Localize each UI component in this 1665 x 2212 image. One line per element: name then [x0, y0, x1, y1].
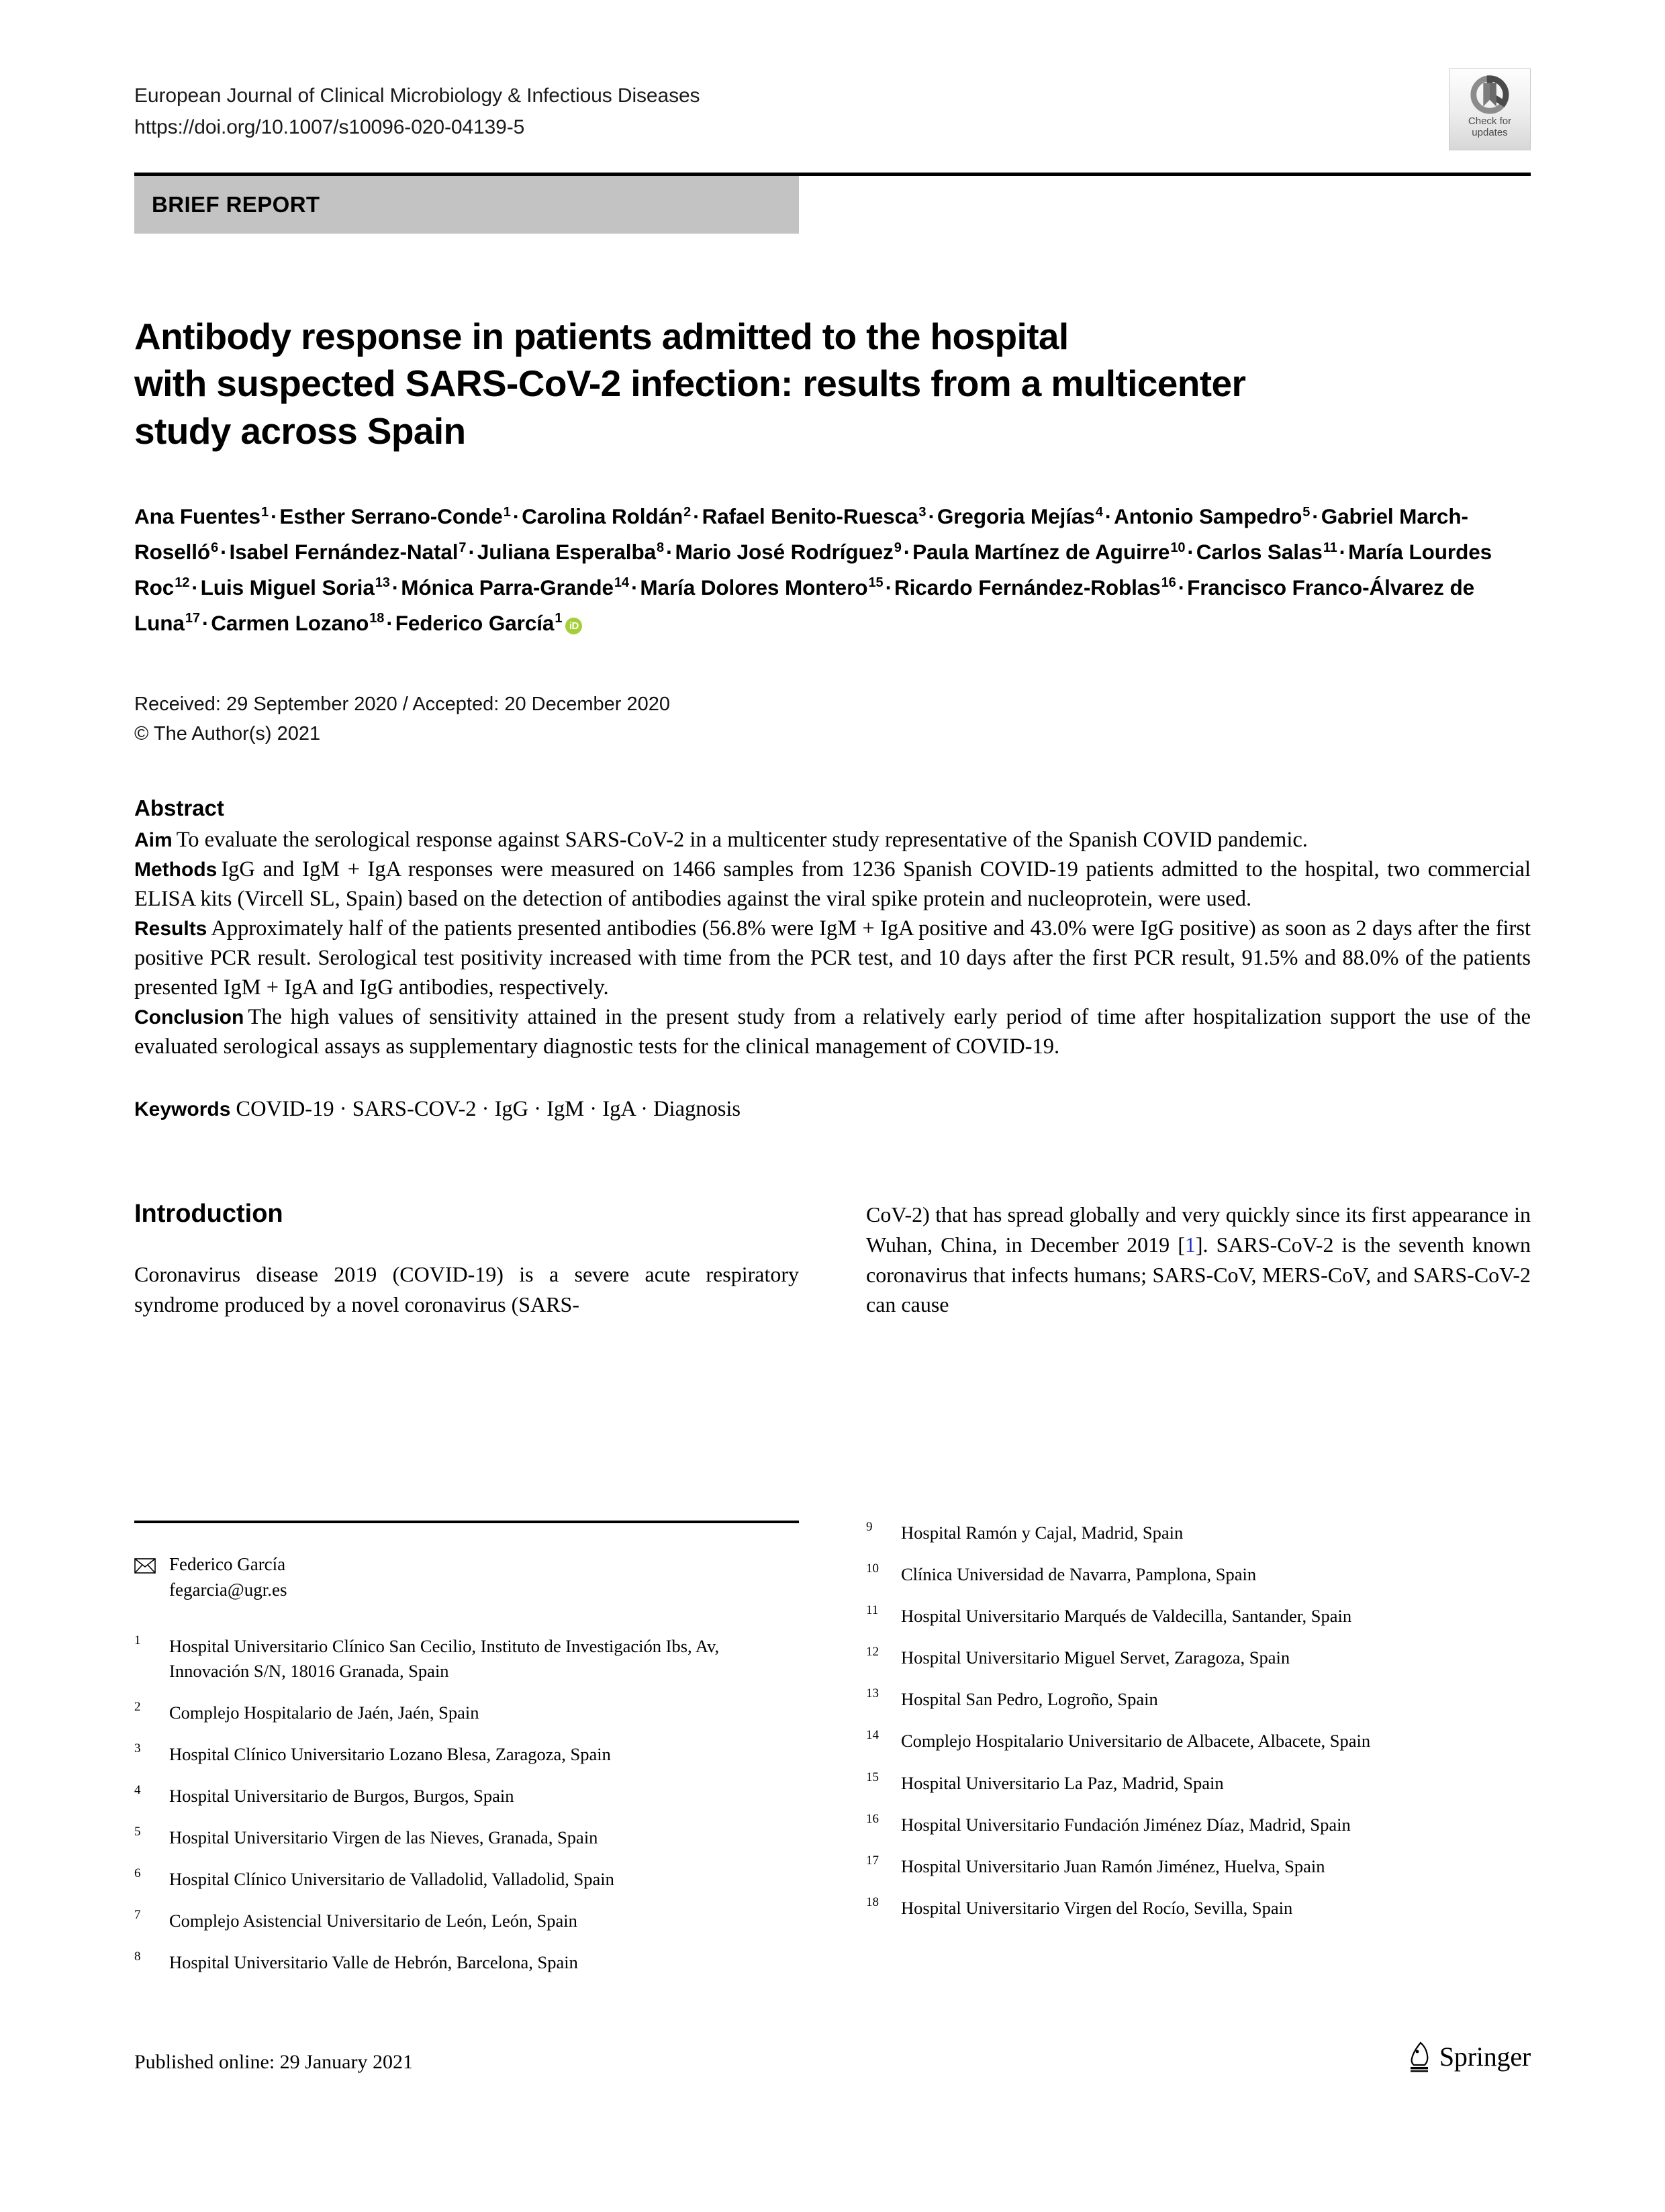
affiliation-number: 12: [866, 1645, 879, 1660]
affiliation-number: 16: [866, 1811, 879, 1826]
author-name: Ana Fuentes: [134, 504, 260, 529]
author-entry: [912, 540, 1185, 564]
affiliation-number: 14: [866, 1728, 879, 1743]
introduction-section: [134, 1200, 1531, 1320]
publisher-logo: [1407, 2041, 1531, 2072]
author-affiliation-marker: 5: [1302, 504, 1311, 520]
author-name: Mónica Parra-Grande: [401, 575, 614, 599]
affiliation-number: 10: [866, 1561, 879, 1576]
intro-right-paragraph: [866, 1200, 1531, 1320]
author-separator: ·: [1104, 504, 1112, 529]
author-affiliation-marker: 13: [375, 575, 390, 591]
affiliation-text: Hospital Universitario de Burgos, Burgos, Spain: [169, 1786, 514, 1807]
author-affiliation-marker: 12: [175, 575, 190, 591]
affiliation-number: 9: [866, 1520, 873, 1534]
abstract-paragraph: [134, 1002, 1531, 1061]
affiliation-text: Complejo Asistencial Universitario de León, León, Spain: [169, 1911, 577, 1931]
correspondence-email[interactable]: fegarcia@ugr.es: [169, 1580, 287, 1600]
affiliation-item: [134, 1634, 799, 1684]
affiliation-item: [866, 1896, 1531, 1921]
author-affiliation-marker: 11: [1323, 540, 1337, 555]
title-line-1: Antibody response in patients admitted to the hospital: [134, 316, 1069, 357]
abstract-section: [134, 796, 1531, 1124]
intro-left-column: [134, 1200, 799, 1320]
author-entry: [675, 540, 901, 564]
author-name: Isabel Fernández-Natal: [229, 540, 459, 565]
affiliation-number: 7: [134, 1908, 141, 1923]
author-name: Francisco Franco-Álvarez de Luna: [134, 575, 1475, 635]
author-name: Rafael Benito-Ruesca: [702, 504, 918, 529]
affiliation-text: Hospital Universitario Marqués de Valdecilla, Santander, Spain: [901, 1606, 1352, 1627]
author-separator: ·: [1339, 540, 1347, 565]
author-entry: [894, 575, 1176, 599]
springer-knight-icon: [1407, 2041, 1433, 2072]
page-title: [134, 313, 1531, 454]
author-entry: [937, 504, 1103, 528]
author-separator: ·: [512, 504, 520, 529]
author-separator: ·: [1187, 540, 1194, 565]
affiliation-item: [134, 1950, 799, 1975]
author-entry: [395, 611, 583, 635]
affiliation-item: [866, 1562, 1531, 1587]
correspondence-name: Federico García: [169, 1554, 286, 1574]
author-entry: [230, 540, 467, 564]
author-affiliation-marker: 6: [211, 540, 219, 555]
article-type-badge: [134, 176, 799, 234]
author-separator: ·: [220, 540, 228, 565]
author-entry: [134, 504, 269, 528]
affiliation-text: Hospital Universitario Juan Ramón Jiménez, Huelva, Spain: [901, 1856, 1325, 1876]
affiliation-number: 5: [134, 1825, 141, 1839]
author-separator: ·: [928, 504, 935, 529]
author-affiliation-marker: 3: [918, 504, 926, 520]
affiliation-item: [866, 1645, 1531, 1670]
received-accepted-line: Received: 29 September 2020 / Accepted: 20 December 2020: [134, 693, 671, 715]
author-name: María Dolores Montero: [640, 575, 868, 599]
author-list: [134, 499, 1531, 641]
envelope-icon: [134, 1551, 169, 1603]
author-entry: [640, 575, 883, 599]
affiliation-number: 2: [134, 1699, 141, 1714]
author-affiliation-marker: 8: [657, 540, 665, 555]
author-name: Gabriel March-Roselló: [134, 504, 1468, 565]
author-separator: ·: [391, 575, 399, 599]
affiliation-list-right: [866, 1521, 1531, 1921]
author-name: Carolina Roldán: [522, 504, 683, 529]
author-separator: ·: [1178, 575, 1186, 599]
abstract-paragraph-label: Conclusion: [134, 1006, 244, 1029]
affiliation-text: Clínica Universidad de Navarra, Pamplona, Spain: [901, 1564, 1257, 1585]
affiliation-number: 3: [134, 1741, 141, 1756]
affiliation-number: 18: [866, 1894, 879, 1909]
author-name: Mario José Rodríguez: [675, 540, 894, 565]
author-entry: [702, 504, 926, 528]
affiliation-item: [866, 1729, 1531, 1753]
crossmark-text: [1468, 116, 1511, 139]
affiliation-text: Hospital Universitario Miguel Servet, Zaragoza, Spain: [901, 1647, 1290, 1668]
intro-left-paragraph: Coronavirus disease 2019 (COVID-19) is a severe acute respiratory syndrome produced by a novel coronavirus (SARS-: [134, 1262, 799, 1316]
author-affiliation-marker: 1: [555, 611, 563, 626]
affiliation-item: [134, 1784, 799, 1809]
affiliation-text: Hospital Clínico Universitario Lozano Blesa, Zaragoza, Spain: [169, 1743, 611, 1764]
crossmark-line-1: Check for: [1468, 115, 1512, 127]
abstract-paragraph-label: Methods: [134, 858, 218, 881]
author-name: Juliana Esperalba: [477, 540, 657, 565]
affiliation-text: Hospital Universitario Virgen del Rocío, Sevilla, Spain: [901, 1897, 1293, 1918]
author-name: Carlos Salas: [1196, 540, 1323, 565]
affiliation-number: 8: [134, 1950, 141, 1964]
affiliation-number: 17: [866, 1853, 879, 1868]
affiliation-text: Complejo Hospitalario de Jaén, Jaén, Spain: [169, 1702, 479, 1723]
author-separator: ·: [885, 575, 892, 599]
affiliation-item: [866, 1521, 1531, 1545]
author-affiliation-marker: 17: [185, 611, 200, 626]
check-for-updates-icon: [1469, 74, 1511, 115]
author-name: Ricardo Fernández-Roblas: [894, 575, 1161, 599]
page-content: [134, 81, 1531, 1320]
correspondence-details: [169, 1551, 287, 1603]
copyright-line: © The Author(s) 2021: [134, 722, 321, 744]
article-type-label: BRIEF REPORT: [152, 192, 320, 217]
affiliation-number: 6: [134, 1866, 141, 1881]
footer-gutter: [799, 1521, 866, 1992]
author-affiliation-marker: 1: [503, 504, 511, 520]
author-affiliation-marker: 14: [614, 575, 629, 591]
affiliation-item: [134, 1825, 799, 1850]
author-separator: ·: [270, 504, 278, 529]
article-type-row: [134, 176, 1531, 240]
affiliation-item: [866, 1687, 1531, 1712]
affiliation-text: Hospital Clínico Universitario de Valladolid, Valladolid, Spain: [169, 1869, 614, 1890]
author-affiliation-marker: 16: [1161, 575, 1176, 591]
keywords-label: Keywords: [134, 1098, 231, 1121]
author-name: María Lourdes Roc: [134, 540, 1492, 599]
footer-divider: [134, 1521, 799, 1523]
publication-dates: [134, 689, 1531, 749]
affiliation-text: Hospital Universitario La Paz, Madrid, Spain: [901, 1772, 1224, 1793]
section-heading-introduction: Introduction: [134, 1200, 283, 1229]
keywords-values: COVID-19 · SARS-COV-2 · IgG · IgM · IgA · Diagnosis: [236, 1097, 741, 1122]
author-name: Federico García: [395, 610, 555, 635]
author-name: Gregoria Mejías: [937, 504, 1095, 529]
author-entry: [279, 504, 510, 528]
author-separator: ·: [468, 540, 475, 565]
author-affiliation-marker: 1: [260, 504, 269, 520]
journal-name: European Journal of Clinical Microbiology & Infectious Diseases: [134, 85, 700, 107]
intro-right-part2: ]. SARS-CoV-2 is the seventh known coronavirus that infects humans; SARS-CoV, MERS-CoV, and SARS-CoV-2 can cause: [866, 1232, 1531, 1317]
abstract-paragraph: [134, 855, 1531, 914]
author-affiliation-marker: 10: [1170, 540, 1186, 555]
affiliations-footer: [134, 1521, 1531, 1992]
affiliation-item: [134, 1700, 799, 1725]
doi-link[interactable]: https://doi.org/10.1007/s10096-020-04139-5: [134, 115, 525, 138]
author-affiliation-marker: 4: [1095, 504, 1103, 520]
author-separator: ·: [1312, 504, 1319, 529]
affiliation-text: Hospital Ramón y Cajal, Madrid, Spain: [901, 1523, 1184, 1543]
affiliation-text: Hospital Universitario Clínico San Cecilio, Instituto de Investigación Ibs, Av, Innovación S/N, 18016 Granada, Spain: [169, 1635, 720, 1681]
abstract-paragraph: [134, 914, 1531, 1002]
affiliation-item: [866, 1813, 1531, 1837]
crossmark-badge[interactable]: [1449, 68, 1531, 150]
keywords-line: [134, 1095, 1531, 1124]
column-gutter: [799, 1200, 866, 1320]
abstract-paragraph-text: To evaluate the serological response against SARS-CoV-2 in a multicenter study representative of the Spanish COVID pandemic.: [176, 827, 1308, 852]
affiliation-text: Hospital Universitario Valle de Hebrón, Barcelona, Spain: [169, 1952, 578, 1973]
intro-right-column: [866, 1200, 1531, 1320]
affiliation-item: [134, 1909, 799, 1933]
author-separator: ·: [386, 610, 393, 635]
author-separator: ·: [693, 504, 700, 529]
affiliation-text: Hospital San Pedro, Logroño, Spain: [901, 1689, 1158, 1710]
author-name: Antonio Sampedro: [1114, 504, 1302, 529]
title-line-3: study across Spain: [134, 410, 466, 452]
affiliation-text: Hospital Universitario Virgen de las Nieves, Granada, Spain: [169, 1827, 598, 1848]
published-online-date: Published online: 29 January 2021: [134, 2051, 413, 2073]
abstract-body: [134, 825, 1531, 1061]
affiliation-item: [866, 1854, 1531, 1879]
author-separator: ·: [191, 575, 199, 599]
author-entry: [1114, 504, 1310, 528]
author-name: Paula Martínez de Aguirre: [912, 540, 1170, 565]
citation-link-1[interactable]: 1: [1184, 1232, 1196, 1257]
affiliation-item: [134, 1742, 799, 1767]
affiliation-text: Hospital Universitario Fundación Jiménez Díaz, Madrid, Spain: [901, 1814, 1351, 1835]
affiliation-number: 4: [134, 1783, 141, 1798]
journal-header: [134, 81, 1531, 143]
author-entry: [477, 540, 664, 564]
affiliations-left-column: [134, 1521, 799, 1992]
publisher-name: Springer: [1439, 2041, 1531, 2072]
affiliation-number: 11: [866, 1603, 879, 1618]
author-entry: [211, 611, 384, 635]
author-name: Luis Miguel Soria: [200, 575, 375, 599]
abstract-paragraph-text: IgG and IgM + IgA responses were measured on 1466 samples from 1236 Spanish COVID-19 patients admitted to the hospital, two commercial ELISA kits (Vircell SL, Spain) based on the detection of antibodies against the viral spike protein and nucleoprotein, were used.: [134, 857, 1531, 912]
affiliation-number: 15: [866, 1770, 879, 1784]
affiliation-item: [866, 1771, 1531, 1796]
intro-right-part1: CoV-2) that has spread globally and very quickly since its first appearance in Wuhan, China, in December 2019 [: [866, 1202, 1531, 1257]
affiliation-number: 1: [134, 1633, 141, 1647]
orcid-icon[interactable]: iD: [565, 618, 582, 634]
author-separator: ·: [903, 540, 911, 565]
author-name: Esther Serrano-Conde: [279, 504, 503, 529]
author-affiliation-marker: 15: [868, 575, 884, 591]
crossmark-line-2: updates: [1472, 126, 1508, 138]
affiliation-list-left: [134, 1634, 799, 1976]
author-affiliation-marker: 7: [459, 540, 467, 555]
author-affiliation-marker: 9: [894, 540, 902, 555]
abstract-heading: Abstract: [134, 795, 224, 820]
author-separator: ·: [666, 540, 673, 565]
affiliation-text: Complejo Hospitalario Universitario de Albacete, Albacete, Spain: [901, 1731, 1371, 1751]
abstract-paragraph-label: Results: [134, 918, 207, 941]
abstract-paragraph-text: Approximately half of the patients presented antibodies (56.8% were IgM + IgA positive and 43.0% were IgG positive) as soon as 2 days after the first positive PCR result. Serological test positivity increased with time from the PCR test, and 10 days after the first PCR result, 91.5% and 88.0% of the patients presented IgM + IgA and IgG antibodies, respectively.: [134, 916, 1531, 1000]
abstract-paragraph: [134, 825, 1531, 855]
author-entry: [401, 575, 629, 599]
author-affiliation-marker: 18: [369, 611, 385, 626]
author-affiliation-marker: 2: [683, 504, 692, 520]
affiliation-item: [866, 1604, 1531, 1629]
title-line-2: with suspected SARS-CoV-2 infection: results from a multicenter: [134, 363, 1246, 405]
affiliation-item: [134, 1867, 799, 1892]
correspondence-block: [134, 1551, 799, 1603]
abstract-paragraph-label: Aim: [134, 828, 173, 851]
author-entry: [1196, 540, 1337, 564]
affiliation-number: 13: [866, 1686, 879, 1701]
author-entry: [522, 504, 691, 528]
author-name: Carmen Lozano: [211, 610, 369, 635]
author-entry: [201, 575, 390, 599]
author-separator: ·: [630, 575, 638, 599]
abstract-paragraph-text: The high values of sensitivity attained in the present study from a relatively early period of time after hospitalization support the use of the evaluated serological assays as supplementary diagnostic tests for the clinical management of COVID-19.: [134, 1005, 1531, 1059]
affiliations-right-column: [866, 1521, 1531, 1992]
author-separator: ·: [201, 610, 209, 635]
